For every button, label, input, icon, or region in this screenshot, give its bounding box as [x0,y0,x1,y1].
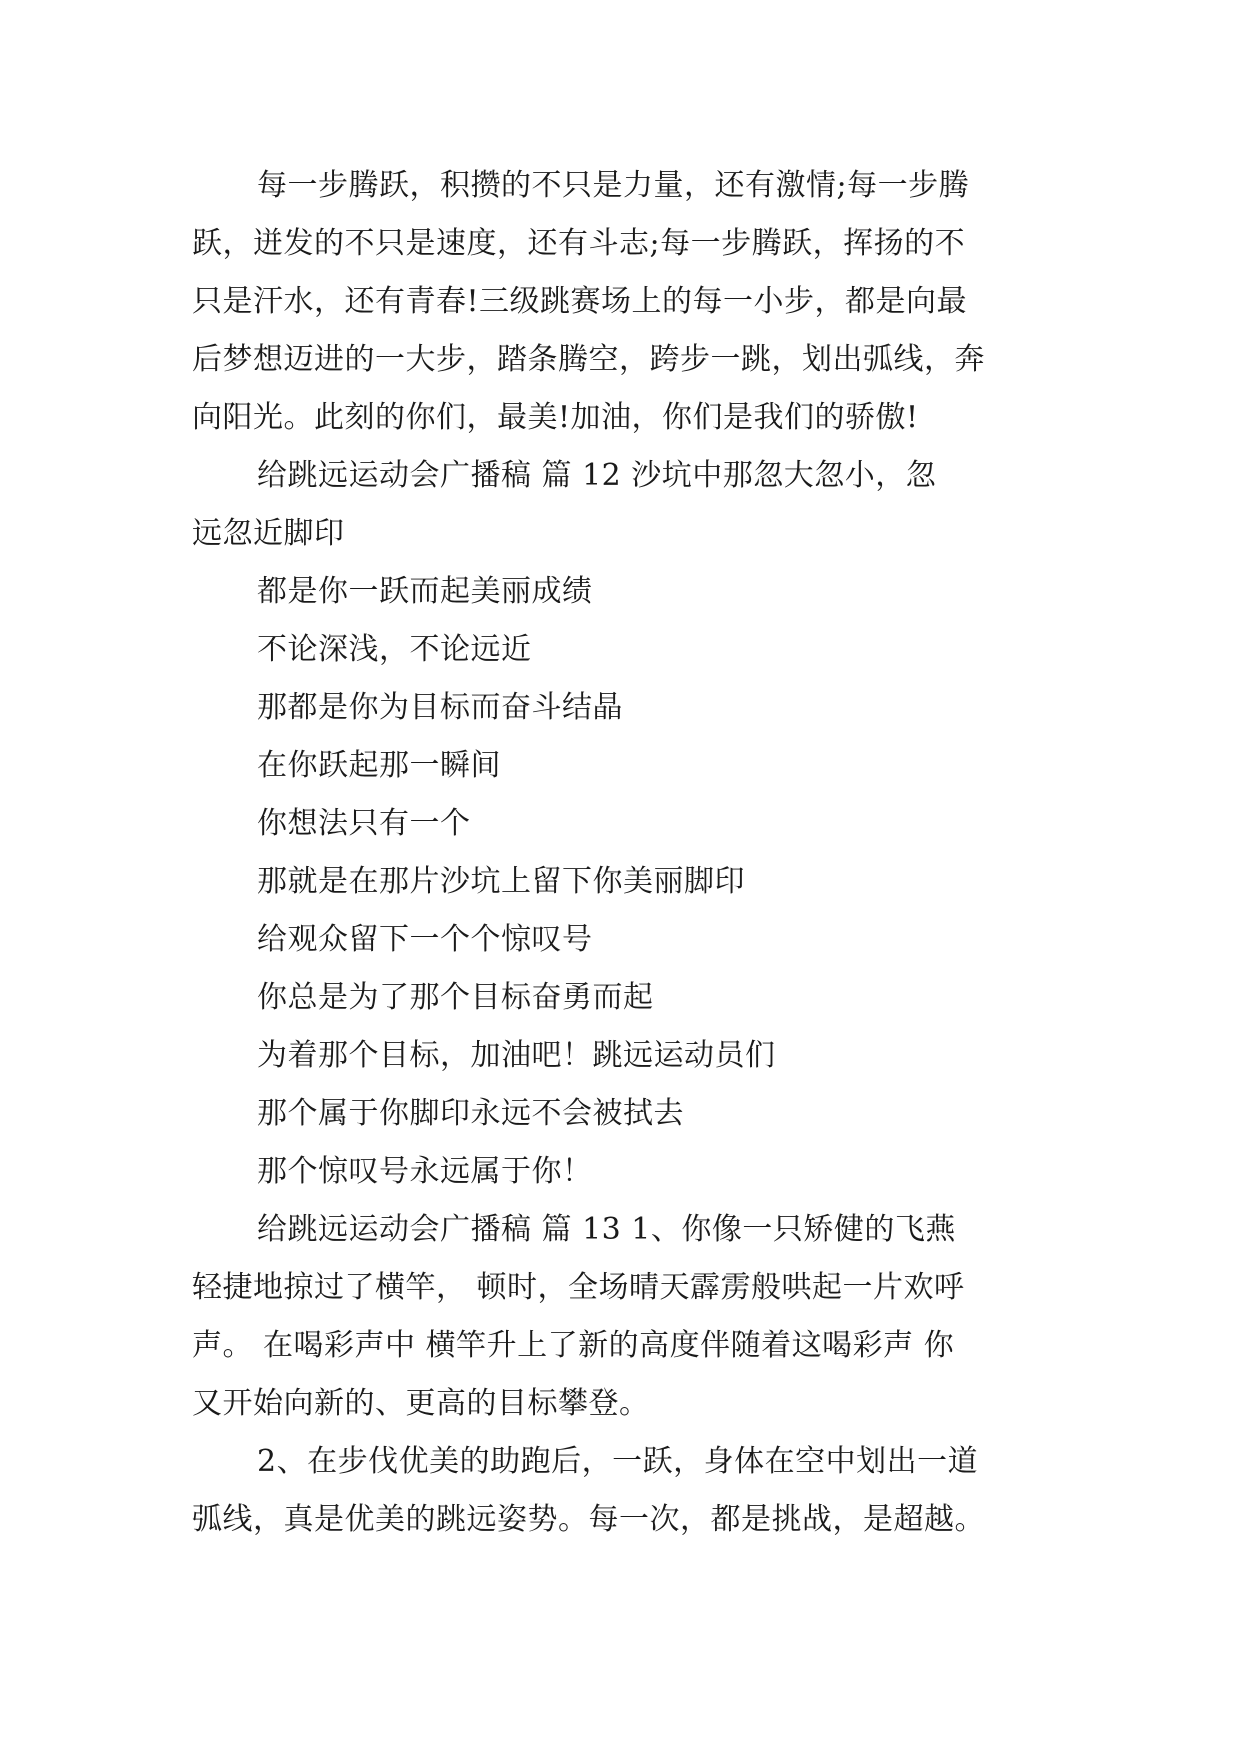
section-heading: 给跳远运动会广播稿 篇 12 沙坑中那忽大忽小，忽 [257,458,937,493]
poem-line: 那个惊叹号永远属于你！ [257,1154,593,1189]
poem-line: 为着那个目标，加油吧！跳远运动员们 [257,1038,776,1073]
poem-line: 给观众留下一个个惊叹号 [257,922,593,957]
text-line: 每一步腾跃，积攒的不只是力量，还有激情;每一步腾 [257,168,970,203]
poem-line: 不论深浅，不论远近 [257,632,532,667]
poem-line: 你总是为了那个目标奋勇而起 [257,980,654,1015]
poem-line: 那就是在那片沙坑上留下你美丽脚印 [257,864,745,899]
text-line: 向阳光。此刻的你们，最美!加油，你们是我们的骄傲! [192,400,919,435]
text-line: 后梦想迈进的一大步，踏条腾空，跨步一跳，划出弧线，奔 [192,342,985,377]
text-line: 弧线，真是优美的跳远姿势。每一次，都是挑战，是超越。 [192,1502,985,1537]
text-line: 跃，迸发的不只是速度，还有斗志;每一步腾跃，挥扬的不 [192,226,966,261]
poem-line: 那都是你为目标而奋斗结晶 [257,690,623,725]
section-heading: 给跳远运动会广播稿 篇 13 1、你像一只矫健的飞燕 [257,1212,956,1247]
text-line: 声。 在喝彩声中 横竿升上了新的高度伴随着这喝彩声 你 [192,1328,955,1363]
text-line: 又开始向新的、更高的目标攀登。 [192,1386,650,1421]
text-line: 轻捷地掠过了横竿， 顿时，全场晴天霹雳般哄起一片欢呼 [192,1270,965,1305]
poem-line: 那个属于你脚印永远不会被拭去 [257,1096,684,1131]
text-line: 远忽近脚印 [192,516,345,551]
poem-line: 都是你一跃而起美丽成绩 [257,574,593,609]
poem-line: 你想法只有一个 [257,806,471,841]
text-line: 2、在步伐优美的助跑后，一跃，身体在空中划出一道 [257,1444,979,1479]
poem-line: 在你跃起那一瞬间 [257,748,501,783]
text-line: 只是汗水，还有青春!三级跳赛场上的每一小步，都是向最 [192,284,968,319]
